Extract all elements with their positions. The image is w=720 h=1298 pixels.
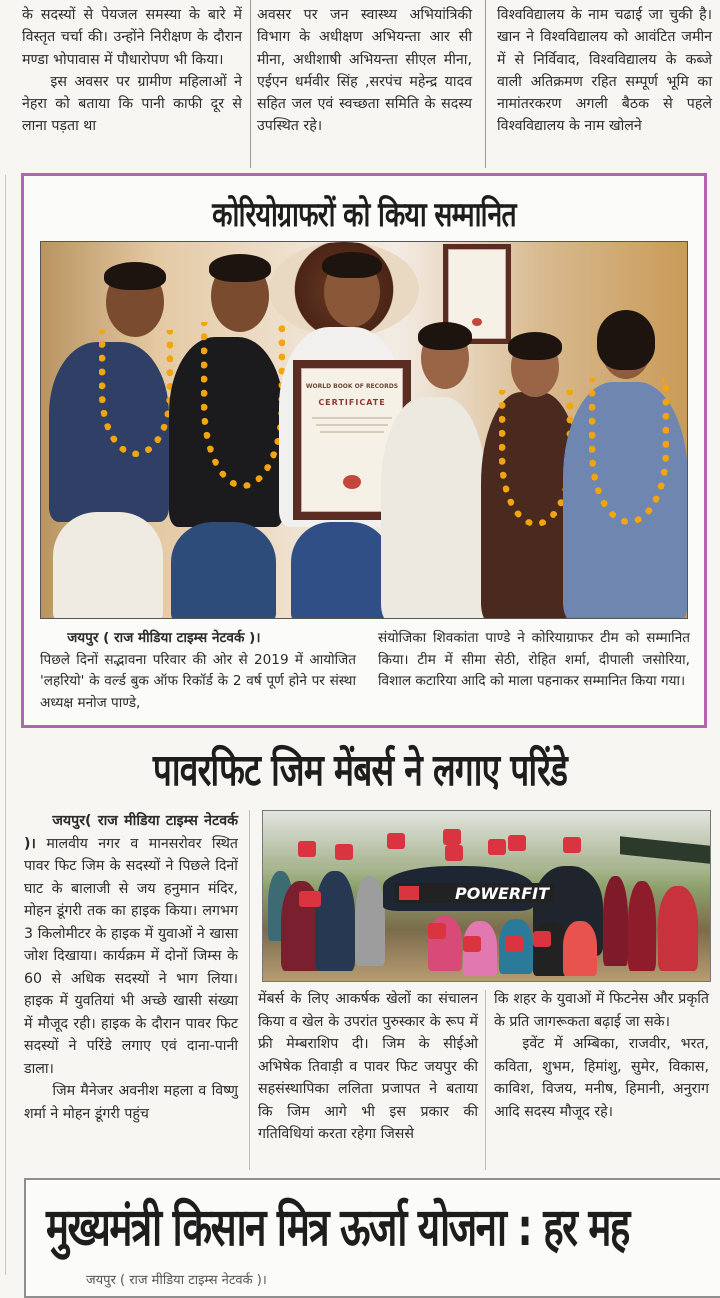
garland-icon [589, 378, 669, 525]
person [628, 881, 656, 971]
person-5-hair [508, 332, 562, 360]
choreographer-dateline: जयपुर ( राज मीडिया टाइम्स नेटवर्क )। [67, 630, 261, 646]
person [533, 921, 567, 976]
person-2-jeans [171, 522, 276, 619]
person [315, 871, 355, 971]
choreographer-caption-text-1: पिछले दिनों सद्भावना परिवार की ओर से 2019 में आयोजित 'लहरियो' के वर्ल्ड बुक ऑफ रिकॉर्ड के 2 वर्ष पूर्ण होने पर संस्था अध्यक्ष मनोज पाण्डे, [40, 651, 356, 711]
top-col3-text: विश्वविद्यालय के नाम चढाई जा चुकी है। खान ने विश्वविद्यालय को आवंटित जमीन में से निर्विवाद, विश्वविद्यालय के कब्जे वाली अतिक्रमण रहित सम्पूर्ण भूमि का नामांतरकरण अगली बैठक से पहले विश्वविद्यालय के नाम खोलने [497, 7, 712, 135]
top-column-2 [257, 4, 472, 138]
top-col1-para1: के सदस्यों से पेयजल समस्या के बारे में विस्तृत चर्चा की। उन्होंने निरीक्षण के दौरान मण्डा भोपावास में पौधारोपण भी किया। [22, 7, 242, 68]
flag-icon [533, 931, 551, 947]
column-divider [485, 990, 486, 1170]
person-3-hair [322, 252, 382, 278]
powerfit-banner-text: POWERFIT [455, 883, 550, 903]
choreographer-photo [40, 241, 688, 619]
flag-icon [299, 891, 321, 907]
flag-icon [488, 839, 506, 855]
column-divider [485, 0, 486, 168]
flag-icon [443, 829, 461, 845]
person [603, 876, 628, 966]
garland-icon [201, 322, 285, 489]
person-3-jeans [291, 522, 391, 619]
top-column-3 [497, 4, 712, 138]
choreographer-caption-col2 [378, 628, 690, 693]
column-divider [249, 810, 250, 1170]
gym-dateline: जयपुर( राज मीडिया टाइम्स नेटवर्क )। [24, 813, 238, 852]
choreographer-headline: कोरियोग्राफरों को किया सम्मानित [212, 195, 516, 235]
gym-column-3 [494, 988, 709, 1123]
choreographer-article-box [21, 173, 707, 728]
person-1-hair [104, 262, 166, 290]
person [658, 886, 698, 971]
gym-column-2 [258, 988, 478, 1146]
flag-icon [298, 841, 316, 857]
gym-column-1 [24, 810, 238, 1125]
column-divider [250, 0, 251, 168]
flag-icon [428, 923, 446, 939]
person-2-hair [209, 254, 271, 282]
person [355, 876, 385, 966]
person-1-trousers [53, 512, 163, 619]
person-4-hair [418, 322, 472, 350]
person [563, 921, 597, 976]
garland-icon [499, 390, 573, 527]
certificate-heading: WORLD BOOK OF RECORDS [305, 383, 399, 390]
garland-icon [99, 330, 173, 457]
gym-col1-lead: मालवीय नगर व मानसरोवर स्थित पावर फिट जिम के सदस्यों ने पिछले दिनों घाट के बालाजी से जय हनुमान मंदिर, मोहन डूंगरी तक का हाइक किया। लगभग 3 किलोमीटर के हाइक में युवाओं ने खासा जोश दिखाया। कार्यक्रम में दोनों जिम्स के 60 से अधिक सदस्यों ने भाग लिया। हाइक में युवतियां भी अच्छे खासी संख्या में मौजूद रही। हाइक के दौरान पावर फिट सदस्यों ने परिंडे लगाए एवं दाना-पानी डाला। [24, 835, 238, 1077]
kisan-headline: मुख्यमंत्री किसान मित्र ऊर्जा योजना : हर मह [46, 1198, 629, 1258]
top-col2-text: अवसर पर जन स्वास्थ्य अभियांत्रिकी विभाग के अधीक्षण अभियन्ता आर सी मीना, अधीशाषी अभियन्ता सीएल मीना, एईएन धर्मवीर सिंह ,सरपंच महेन्द्र यादव सहित जल एवं स्वच्छता समिति के सदस्य उपस्थित रहे। [257, 7, 472, 135]
gym-col1-para2: जिम मैनेजर अवनीश महला व विष्णु शर्मा ने मोहन डूंगरी पहुंच [24, 1083, 238, 1122]
certificate-seal-icon [343, 475, 361, 489]
kisan-article-box [24, 1178, 720, 1298]
gym-group-photo [262, 810, 711, 982]
powerfit-banner [395, 883, 555, 903]
gym-headline: पावरफिट जिम मेंबर्स ने लगाए परिंडे [152, 745, 568, 796]
powerfit-logo-icon [399, 886, 419, 900]
flag-icon [387, 833, 405, 849]
gym-col2-text: मेंबर्स के लिए आकर्षक खेलों का संचालन किया व खेल के उपरांत पुरुस्कार के रूप में फ्री मेम्बराशिप दी। जिम के सीईओ अभिषेक तिवाड़ी व पावर फिट जयपुर की सहसंस्थापिका ललिता प्रजापत ने बताया कि जिम आगे भी इस प्रकार की गतिविधियां करता रहेगा जिससे [258, 991, 478, 1142]
choreographer-caption-col1 [40, 628, 356, 714]
page-edge-rule [5, 175, 6, 1275]
top-column-1 [22, 4, 242, 138]
certificate-title: CERTIFICATE [318, 398, 386, 407]
gym-col3-para1: कि शहर के युवाओं में फिटनेस और प्रकृति के प्रति जागरूकता बढ़ाई जा सके। [494, 991, 709, 1030]
flag-icon [563, 837, 581, 853]
choreographer-caption-text-2: संयोजिका शिवकांता पाण्डे ने कोरियाग्राफर टीम को सम्मानित किया। टीम में सीमा सेठी, रोहित शर्मा, दीपाली जसोरिया, विशाल कटारिया आदि को माला पहनाकर सम्मानित किया गया। [378, 630, 690, 690]
gym-col3-para2: इवेंट में अम्बिका, राजवीर, भरत, कविता, शुभम, हिमांशु, सुमेर, विकास, काविश, विजय, मनीष, हिमानी, अनुराग आदि सदस्य मौजूद रहे। [494, 1036, 709, 1120]
person-4 [381, 397, 486, 619]
flag-icon [508, 835, 526, 851]
top-col1-para2: इस अवसर पर ग्रामीण महिलाओं ने नेहरा को बताया कि पानी काफी दूर से लाना पड़ता था [22, 73, 242, 135]
flag-icon [463, 936, 481, 952]
person-6-hair [597, 310, 655, 370]
flag-icon [505, 936, 523, 952]
kisan-dateline: जयपुर ( राज मीडिया टाइम्स नेटवर्क )। [86, 1273, 267, 1288]
flag-icon [335, 844, 353, 860]
flag-icon [445, 845, 463, 861]
